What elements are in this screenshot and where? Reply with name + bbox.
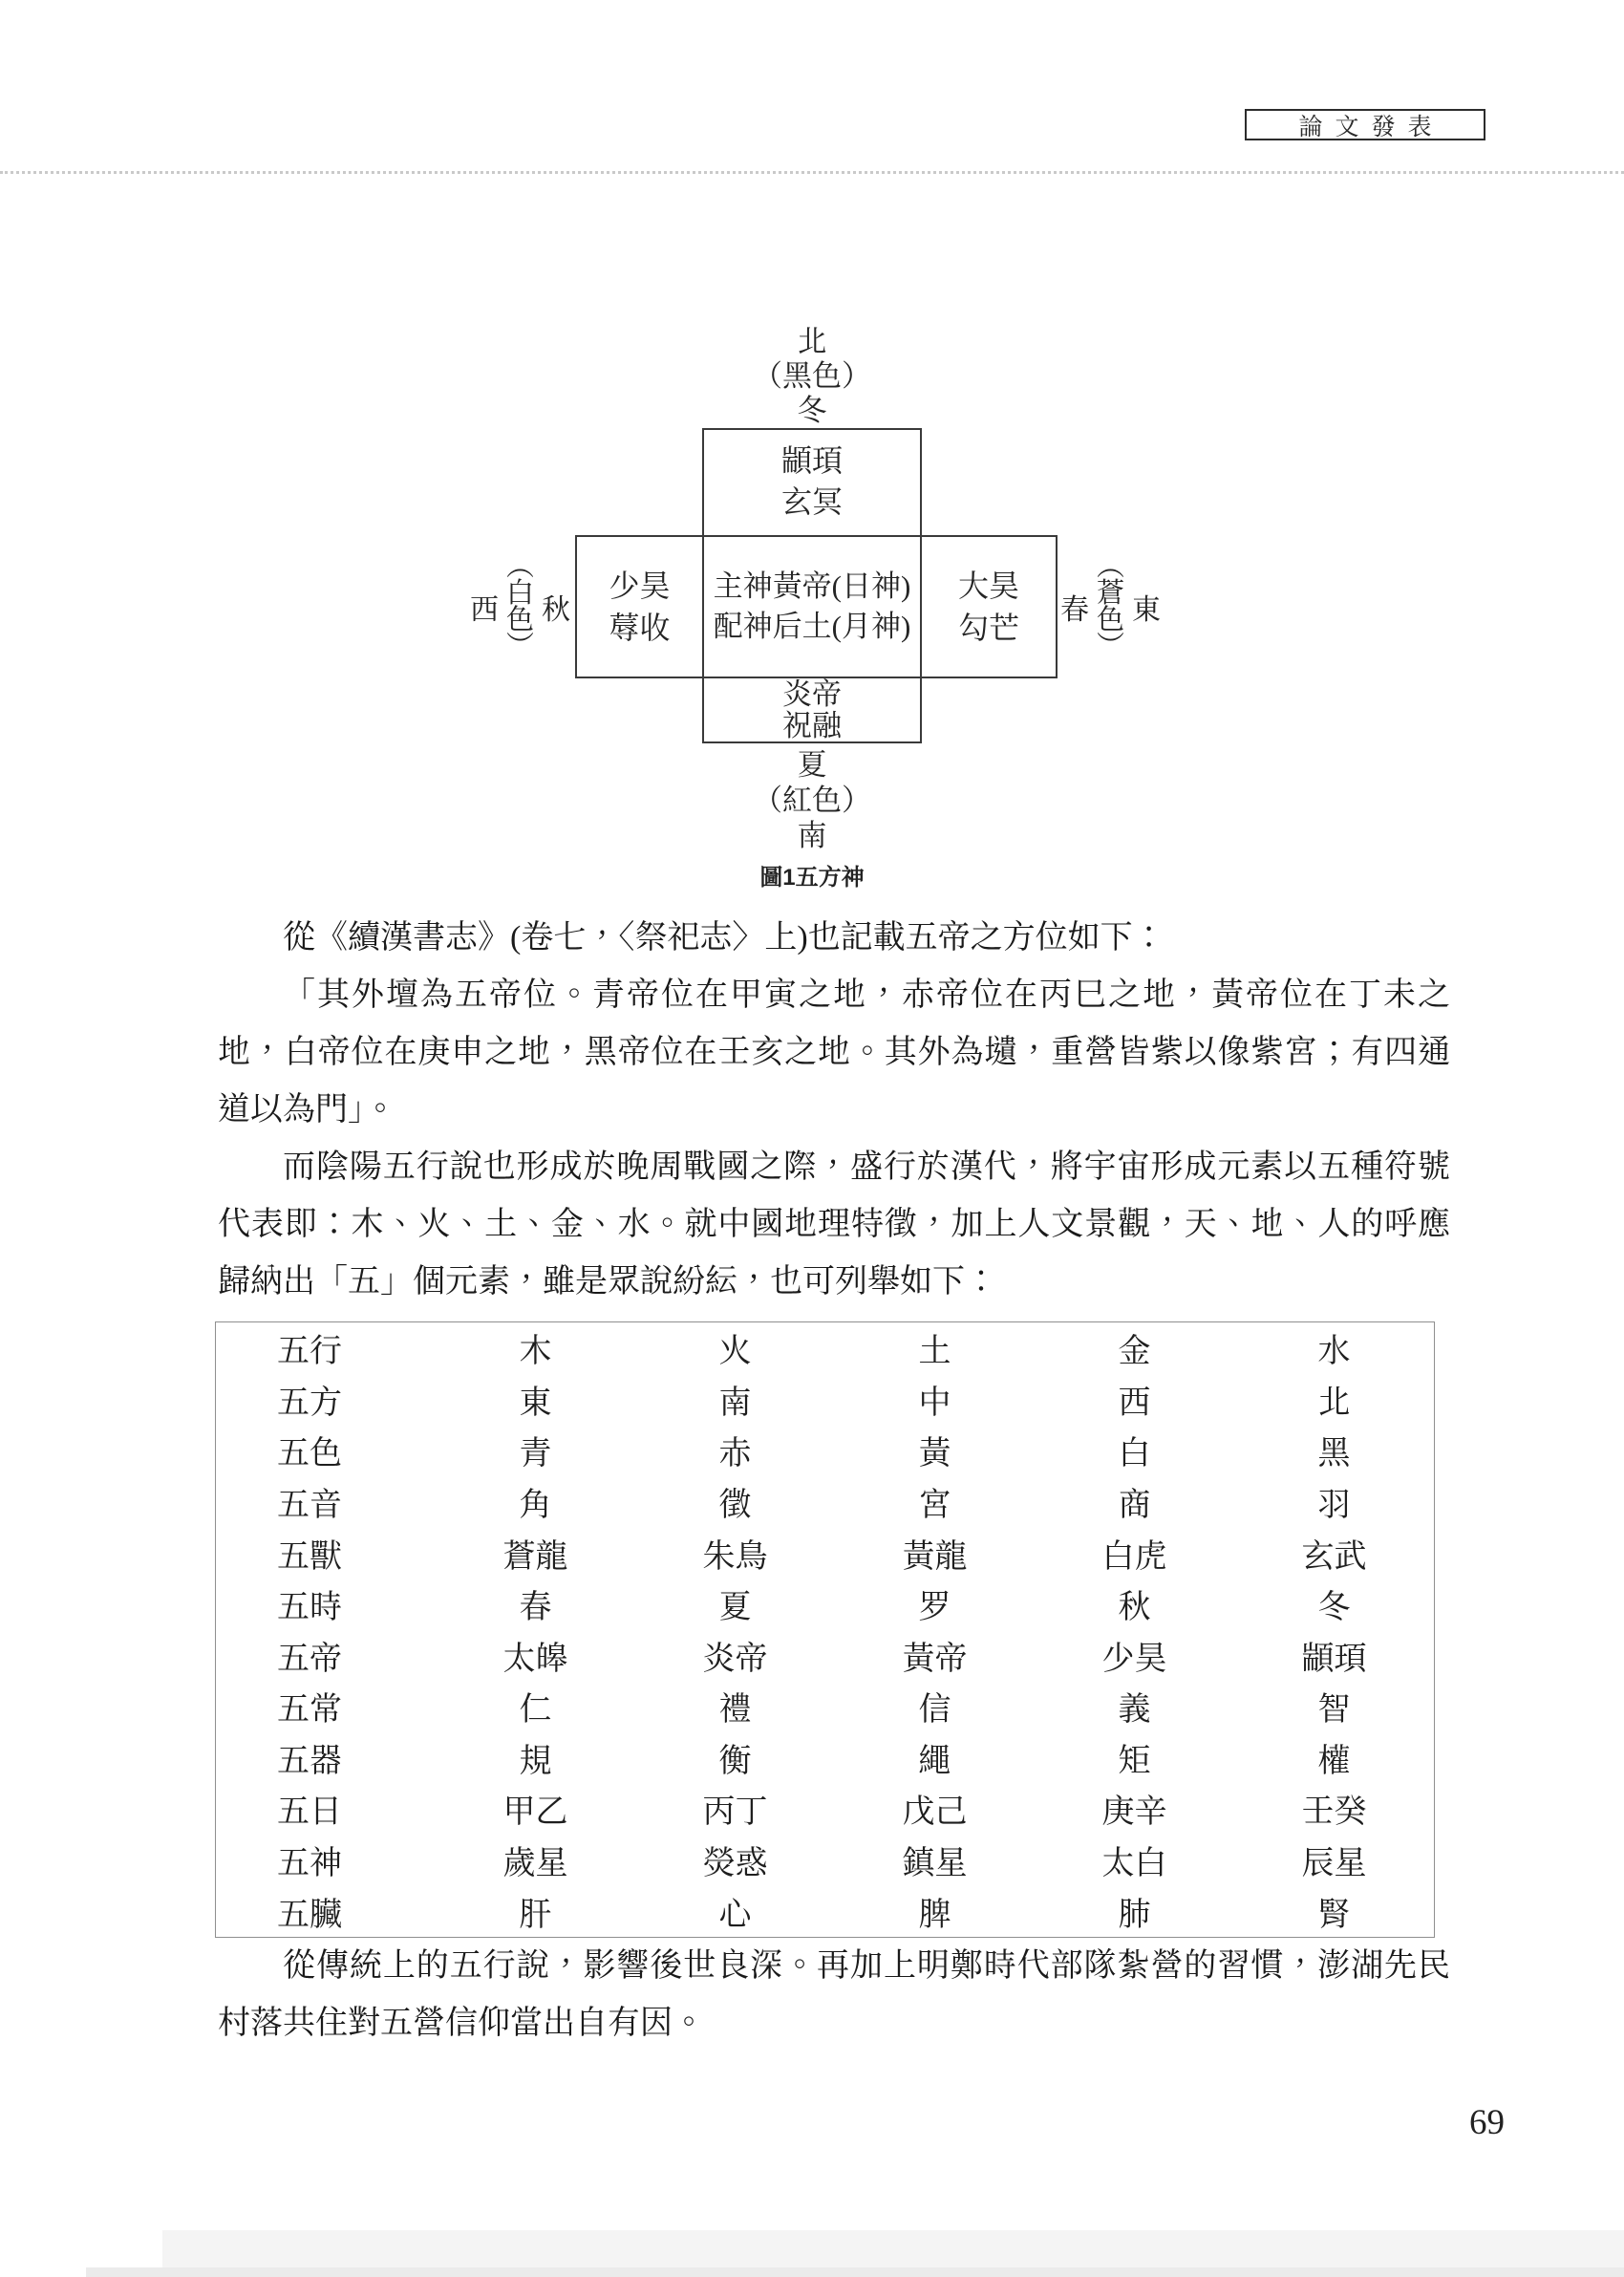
table-cell: 金 [1118, 1334, 1151, 1370]
cell-south-line2: 祝融 [782, 709, 842, 742]
body-text-block-2 [218, 1938, 1450, 2052]
north-season: 冬 [797, 394, 827, 427]
table-cell: 北 [1317, 1385, 1351, 1421]
table-cell: 玄武 [1301, 1538, 1367, 1575]
diagram-north-label [702, 325, 922, 428]
table-cell: 黃 [918, 1436, 951, 1472]
table-cell: 徵 [718, 1488, 752, 1524]
vertical-char: ︶ [506, 632, 535, 662]
table-cell: 水 [1317, 1334, 1351, 1370]
table-row-label: 五方 [277, 1385, 342, 1421]
east-color-vertical [1097, 553, 1124, 660]
page-number: 69 [1469, 2103, 1505, 2142]
north-color: （黑色） [753, 359, 871, 393]
table-cell: 太皞 [502, 1641, 568, 1677]
table-cell: 繩 [918, 1743, 951, 1779]
table-cell: 火 [718, 1334, 752, 1370]
south-direction: 南 [797, 819, 827, 852]
table-cell: 白 [1118, 1436, 1151, 1472]
table-cell: 肝 [519, 1897, 552, 1933]
table-cell: 甲乙 [502, 1794, 568, 1831]
bottom-scan-edge [86, 2267, 1624, 2277]
table-cell: 土 [918, 1334, 951, 1370]
cell-north-line1: 顓頊 [780, 443, 843, 478]
diagram-cell-center [704, 537, 920, 677]
table-cell: 脾 [918, 1897, 951, 1933]
table-row-label: 五器 [277, 1743, 342, 1779]
cell-north-line2: 玄冥 [780, 484, 843, 519]
vertical-char: ︵ [506, 551, 535, 582]
vertical-char: ︵ [1097, 551, 1125, 582]
paragraph-2: 「其外壇為五帝位。青帝位在甲寅之地，赤帝位在丙巳之地，黃帝位在丁未之地，白帝位在庚申之地，黑帝位在壬亥之地。其外為壝，重營皆紫以像紫宮；有四通道以為門」。 [218, 977, 1450, 1128]
table-cell: 宮 [918, 1488, 951, 1524]
diagram-cell-north [704, 430, 920, 533]
table-cell: 腎 [1317, 1897, 1351, 1933]
west-season: 秋 [542, 594, 571, 626]
table-row [216, 1425, 1434, 1476]
table-cell: 春 [519, 1590, 552, 1626]
table-cell: 鎮星 [902, 1846, 968, 1882]
table-cell: 蒼龍 [502, 1538, 568, 1575]
table-cell: 信 [918, 1692, 951, 1729]
cell-west-line1: 少昊 [609, 569, 671, 603]
table-row [216, 1629, 1434, 1681]
table-row [216, 1835, 1434, 1886]
cell-center-line2: 配神后土(月神) [713, 610, 911, 643]
vertical-char: 白 [506, 578, 535, 609]
table-row-label: 五常 [277, 1692, 342, 1729]
table-row-label: 五臟 [277, 1897, 342, 1933]
vertical-char: ︶ [1097, 632, 1125, 662]
body-text-block-1 [218, 910, 1450, 1311]
table-row-label: 五神 [277, 1846, 342, 1882]
table-cell: 規 [519, 1743, 552, 1779]
table-cell: 黑 [1317, 1436, 1351, 1472]
table-row [216, 1579, 1434, 1630]
table-cell: 朱鳥 [702, 1538, 768, 1575]
table-row-label: 五時 [277, 1590, 342, 1626]
west-color-vertical [506, 553, 534, 660]
diagram-cell-east [922, 537, 1056, 677]
south-color: （紅色） [753, 784, 871, 817]
header-dotted-divider [0, 171, 1624, 174]
table-cell: 夏 [718, 1590, 752, 1626]
table-row-label: 五色 [277, 1436, 342, 1472]
vertical-char: 色 [506, 605, 535, 635]
paragraph-1: 從《續漢書志》(卷七，〈祭祀志〉上)也記載五帝之方位如下： [283, 920, 1165, 956]
table-cell: 秋 [1118, 1590, 1151, 1626]
table-cell: 中 [918, 1385, 951, 1421]
table-cell: 商 [1118, 1488, 1151, 1524]
table-cell: 矩 [1118, 1743, 1151, 1779]
west-direction: 西 [470, 594, 499, 626]
five-elements-table [215, 1321, 1435, 1938]
table-row [216, 1374, 1434, 1426]
table-cell: 少昊 [1101, 1641, 1167, 1677]
table-cell: 智 [1317, 1692, 1351, 1729]
table-row-label: 五獸 [277, 1538, 342, 1575]
table-cell: 肺 [1118, 1897, 1151, 1933]
diagram-west-label [470, 537, 570, 677]
vertical-char: 蒼 [1097, 578, 1125, 609]
table-cell: 罗 [918, 1590, 951, 1626]
table-cell: 炎帝 [702, 1641, 768, 1677]
table-row [216, 1732, 1434, 1784]
table-cell: 白虎 [1101, 1538, 1167, 1575]
table-cell: 東 [519, 1385, 552, 1421]
table-cell: 權 [1317, 1743, 1351, 1779]
table-cell: 南 [718, 1385, 752, 1421]
table-row-label: 五行 [277, 1334, 342, 1370]
header-section-box [1245, 109, 1485, 140]
table-cell: 戊己 [902, 1794, 968, 1831]
table-cell: 黃帝 [902, 1641, 968, 1677]
table-row [216, 1476, 1434, 1528]
table-row-label: 五日 [277, 1794, 342, 1831]
table-row [216, 1322, 1434, 1374]
table-cell: 禮 [718, 1692, 752, 1729]
table-cell: 冬 [1317, 1590, 1351, 1626]
east-season: 春 [1060, 594, 1089, 626]
cell-south-line1: 炎帝 [782, 677, 842, 711]
vertical-char: 色 [1097, 605, 1125, 635]
cell-west-line2: 蓐收 [609, 611, 671, 645]
table-row [216, 1783, 1434, 1835]
table-cell: 西 [1118, 1385, 1151, 1421]
table-cell: 太白 [1101, 1846, 1167, 1882]
south-season: 夏 [797, 748, 827, 782]
table-cell: 衡 [718, 1743, 752, 1779]
table-cell: 顓頊 [1301, 1641, 1367, 1677]
table-cell: 羽 [1317, 1488, 1351, 1524]
header-section-label: 論文發表 [1298, 114, 1444, 140]
table-cell: 義 [1118, 1692, 1151, 1729]
table-row [216, 1885, 1434, 1937]
cell-center-line1: 主神黃帝(日神) [713, 569, 911, 603]
five-direction-gods-diagram [459, 325, 1165, 908]
cell-east-line2: 勾芒 [957, 611, 1019, 645]
table-cell: 木 [519, 1334, 552, 1370]
table-cell: 角 [519, 1488, 552, 1524]
table-cell: 辰星 [1301, 1846, 1367, 1882]
table-cell: 壬癸 [1301, 1794, 1367, 1831]
figure-caption: 圖1五方神 [759, 865, 865, 891]
diagram-east-label [1060, 537, 1161, 677]
table-cell: 熒惑 [702, 1846, 768, 1882]
diagram-south-label [702, 747, 922, 853]
table-cell: 黃龍 [902, 1538, 968, 1575]
table-cell: 歲星 [502, 1846, 568, 1882]
table-cell: 庚辛 [1101, 1794, 1167, 1831]
table-cell: 青 [519, 1436, 552, 1472]
table-row [216, 1527, 1434, 1579]
table-row-label: 五帝 [277, 1641, 342, 1677]
cell-east-line1: 大昊 [957, 569, 1019, 603]
table-cell: 心 [718, 1897, 752, 1933]
paragraph-4: 從傳統上的五行說，影響後世良深。再加上明鄭時代部隊紮營的習慣，澎湖先民村落共住對五營信仰當出自有因。 [218, 1948, 1450, 2041]
north-direction: 北 [797, 325, 827, 358]
diagram-cell-west [577, 537, 702, 677]
table-row-label: 五音 [277, 1488, 342, 1524]
paragraph-3: 而陰陽五行說也形成於晚周戰國之際，盛行於漢代，將宇宙形成元素以五種符號代表即：木、火、土、金、水。就中國地理特徵，加上人文景觀，天、地、人的呼應歸納出「五」個元素，雖是眾說紛紜，也可列舉如下： [218, 1149, 1450, 1300]
east-direction: 東 [1132, 594, 1162, 626]
table-cell: 丙丁 [702, 1794, 768, 1831]
table-cell: 仁 [519, 1692, 552, 1729]
diagram-cell-south [704, 678, 920, 741]
table-row [216, 1681, 1434, 1732]
table-cell: 赤 [718, 1436, 752, 1472]
